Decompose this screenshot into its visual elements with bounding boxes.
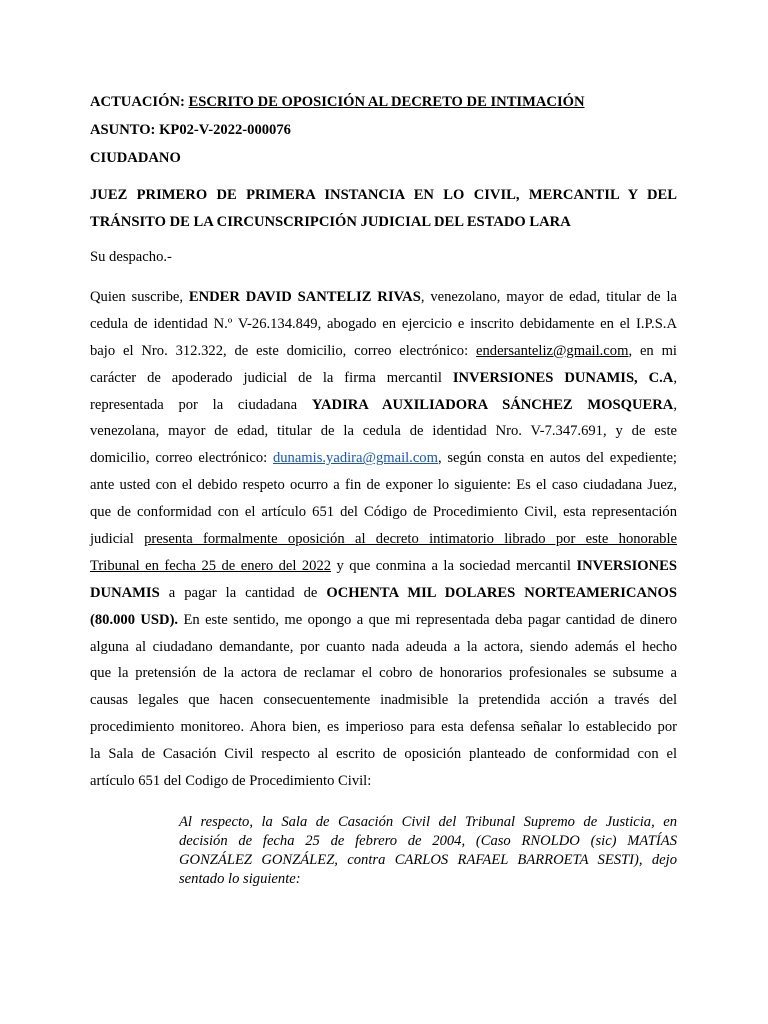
attorney-name: ENDER DAVID SANTELIZ RIVAS xyxy=(188,289,421,305)
body-line: Tribunal en fecha 25 de enero del 2022 y que conmina a la sociedad mercantil INVERSIONES xyxy=(90,557,678,574)
legal-quote xyxy=(179,813,677,889)
body-line: la Sala de Casación Civil respecto al escrito de oposición planteado de conformidad con el xyxy=(90,746,677,763)
actuacion-label: ACTUACIÓN: xyxy=(90,94,185,110)
attorney-email-link[interactable]: endersanteliz@gmail.com xyxy=(476,342,629,359)
body-line: que de conformidad con el artículo 651 del Código de Procedimiento Civil, esta representación xyxy=(90,504,677,521)
amount-text: OCHENTA MIL DOLARES NORTEAMERICANOS xyxy=(326,584,677,601)
body-line: judicial presenta formalmente oposición al decreto intimatorio librado por este honorable xyxy=(90,531,678,548)
actuacion-value: ESCRITO DE OPOSICIÓN AL DECRETO DE INTIMACIÓN xyxy=(188,94,585,110)
addressee-block xyxy=(90,182,677,236)
asunto-line: ASUNTO: KP02-V-2022-000076 xyxy=(90,122,291,138)
body-line: artículo 651 del Codigo de Procedimiento Civil: xyxy=(90,773,372,790)
addressee-line-2: TRÁNSITO DE LA CIRCUNSCRIPCIÓN JUDICIAL DEL ESTADO LARA xyxy=(90,213,571,230)
body-line: procedimiento monitoreo. Ahora bien, es imperioso para esta defensa señalar lo establecido por xyxy=(90,719,677,736)
body-line: ante usted con el debido respeto ocurro a fin de exponer lo siguiente: Es el caso ciudadana Juez, xyxy=(90,477,677,494)
body-line: Quien suscribe, ENDER DAVID SANTELIZ RIVAS, venezolano, mayor de edad, titular de la xyxy=(90,289,678,305)
addressee-line-1: JUEZ PRIMERO DE PRIMERA INSTANCIA EN LO CIVIL, MERCANTIL Y DEL xyxy=(90,187,677,203)
body-line: cedula de identidad N.º V-26.134.849, abogado en ejercicio e inscrito debidamente en el I.P.S.A xyxy=(90,315,677,332)
ciudadano-line: CIUDADANO xyxy=(90,150,181,166)
body-line: alguna al ciudadano demandante, por cuanto nada adeuda a la actora, siendo además el hecho xyxy=(90,638,677,655)
company-name: INVERSIONES DUNAMIS, C.A xyxy=(452,369,674,386)
actuacion-line xyxy=(90,94,585,111)
representative-email-link[interactable]: dunamis.yadira@gmail.com xyxy=(272,450,438,467)
body-line: DUNAMIS a pagar la cantidad de OCHENTA MIL DOLARES NORTEAMERICANOS xyxy=(90,584,677,601)
quote-line: GONZÁLEZ GONZÁLEZ, contra CARLOS RAFAEL BARROETA SESTI), dejo xyxy=(179,852,677,868)
body-paragraph xyxy=(90,284,677,795)
opposition-date: Tribunal en fecha 25 de enero del 2022 xyxy=(90,557,332,574)
amount-figure: (80.000 USD). xyxy=(90,611,179,628)
quote-line: decisión de fecha 25 de febrero de 2004, (Caso RNOLDO (sic) MATÍAS xyxy=(179,833,677,849)
body-line: carácter de apoderado judicial de la firma mercantil INVERSIONES DUNAMIS, C.A, xyxy=(90,369,678,386)
body-line: que la pretensión de la actora de reclamar el cobro de honorarios profesionales se subsume a xyxy=(90,665,677,682)
body-line: representada por la ciudadana YADIRA AUXILIADORA SÁNCHEZ MOSQUERA, xyxy=(90,396,678,413)
body-line: domicilio, correo electrónico: dunamis.yadira@gmail.com, según consta en autos del expediente; xyxy=(90,450,677,467)
quote-line: Al respecto, la Sala de Casación Civil del Tribunal Supremo de Justicia, en xyxy=(179,814,677,830)
body-line: (80.000 USD). En este sentido, me opongo a que mi representada deba pagar cantidad de dinero xyxy=(90,611,677,628)
body-line: causas legales que hacen consecuentemente inadmisible la pretendida acción a través del xyxy=(90,692,677,709)
quote-line: sentado lo siguiente: xyxy=(179,871,301,887)
salutation: Su despacho.- xyxy=(90,249,172,265)
opposition-statement: presenta formalmente oposición al decreto intimatorio librado por este honorable xyxy=(144,531,678,548)
body-line: venezolana, mayor de edad, titular de la cedula de identidad Nro. V-7.347.691, y de este xyxy=(90,423,677,440)
representative-name: YADIRA AUXILIADORA SÁNCHEZ MOSQUERA xyxy=(311,396,674,413)
body-line: bajo el Nro. 312.322, de este domicilio, correo electrónico: endersanteliz@gmail.com, en mi xyxy=(90,342,677,359)
